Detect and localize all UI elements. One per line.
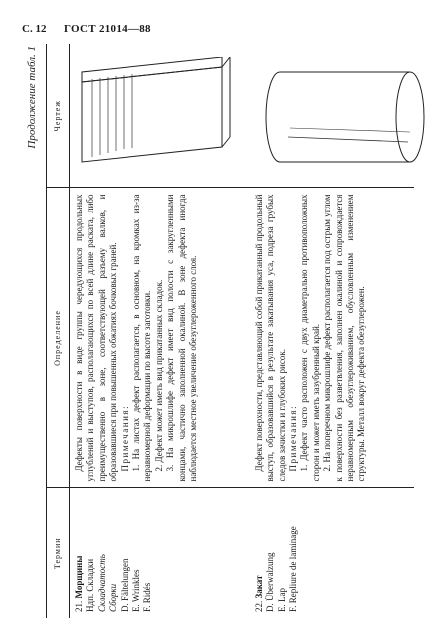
page-header xyxy=(0,0,434,40)
drawing-cell xyxy=(70,44,250,188)
term-not-permitted: Ндп. Складки xyxy=(85,558,96,612)
term-cell xyxy=(70,488,250,618)
definition-text: Дефекты поверхности в виде группы чередующихся продольных углублений и выступов, располагающихся по всей длине раската, либо преимущественно в зоне, соответствующей разъему валков, и образовавшиеся при повышенных обжатиях бочковых граней. xyxy=(74,194,119,482)
term-cell xyxy=(250,488,414,618)
note-text: 3. На микрошлифе дефект имеет вид полости с закругленными концами, частично заполненной окалиной. В зоне дефекта иногда наблюдается местное увеличение обезуглероженного слоя. xyxy=(165,194,199,482)
term-heading xyxy=(74,495,85,613)
column-header-definition: Определение xyxy=(47,188,70,488)
note-text: 1. На листах дефект располагается, в основном, на кромках из-за неравномерной деформации по высоте заготовки. xyxy=(131,194,153,482)
lap-cylinder-drawing xyxy=(260,58,430,178)
table-header-row xyxy=(47,44,70,618)
term-foreign-de: D. Fältelungen xyxy=(119,558,130,612)
column-header-term: Термин xyxy=(47,488,70,618)
term-foreign-fr: F. Repliure de laminage xyxy=(287,526,298,612)
note-text: 2. Дефект может иметь вид прикатанных складок. xyxy=(153,279,164,472)
wrinkled-plate-drawing xyxy=(72,58,242,178)
note-text: 2. На поперечном микрошлифе дефект располагается под острым углом к поверхности без разветвления, заполнен окалиной и сопровождается неравномерным обезуглероживанием, обусловленным изменением структуры. Металл вокруг дефекта обезуглерожен. xyxy=(322,194,367,482)
definition-cell xyxy=(70,188,250,488)
definition-text: Дефект поверхности, представляющий собой прикатанный продольный выступ, образовавшийся в результате закатывания уса, подреза грубых следов зачистки и глубоких рисок. xyxy=(253,194,287,482)
term-foreign-en: E. Wrinkles xyxy=(131,569,142,612)
terms-table xyxy=(46,44,414,618)
term-number: 22. xyxy=(253,600,264,612)
term-foreign-de: D. Überwalzung xyxy=(265,552,276,612)
table-row xyxy=(70,44,250,618)
term-main: Морщины xyxy=(74,555,84,599)
term-foreign-fr: F. Ridés xyxy=(142,582,153,612)
definition-cell xyxy=(250,188,414,488)
term-foreign-en: E. Lap xyxy=(276,588,287,612)
term-heading xyxy=(254,495,265,613)
page-number: С. 12 xyxy=(22,23,47,35)
rotated-table-area xyxy=(20,44,418,618)
document-title: ГОСТ 21014—88 xyxy=(64,23,151,35)
column-header-drawing: Чертеж xyxy=(47,44,70,188)
term-main: Закат xyxy=(253,575,264,599)
term-synonym: Складчатость xyxy=(96,554,107,612)
table-continuation-label: Продолжение табл. 1 xyxy=(26,46,38,149)
term-synonym: Сборки xyxy=(108,583,119,612)
term-number: 21. xyxy=(74,600,84,612)
notes-title: Примечания: xyxy=(287,404,298,472)
note-text: 1. Дефект часто расположен с двух диаметрально противоположных сторон и может иметь зазубренный край. xyxy=(299,194,321,482)
notes-title: Примечания: xyxy=(119,404,130,472)
